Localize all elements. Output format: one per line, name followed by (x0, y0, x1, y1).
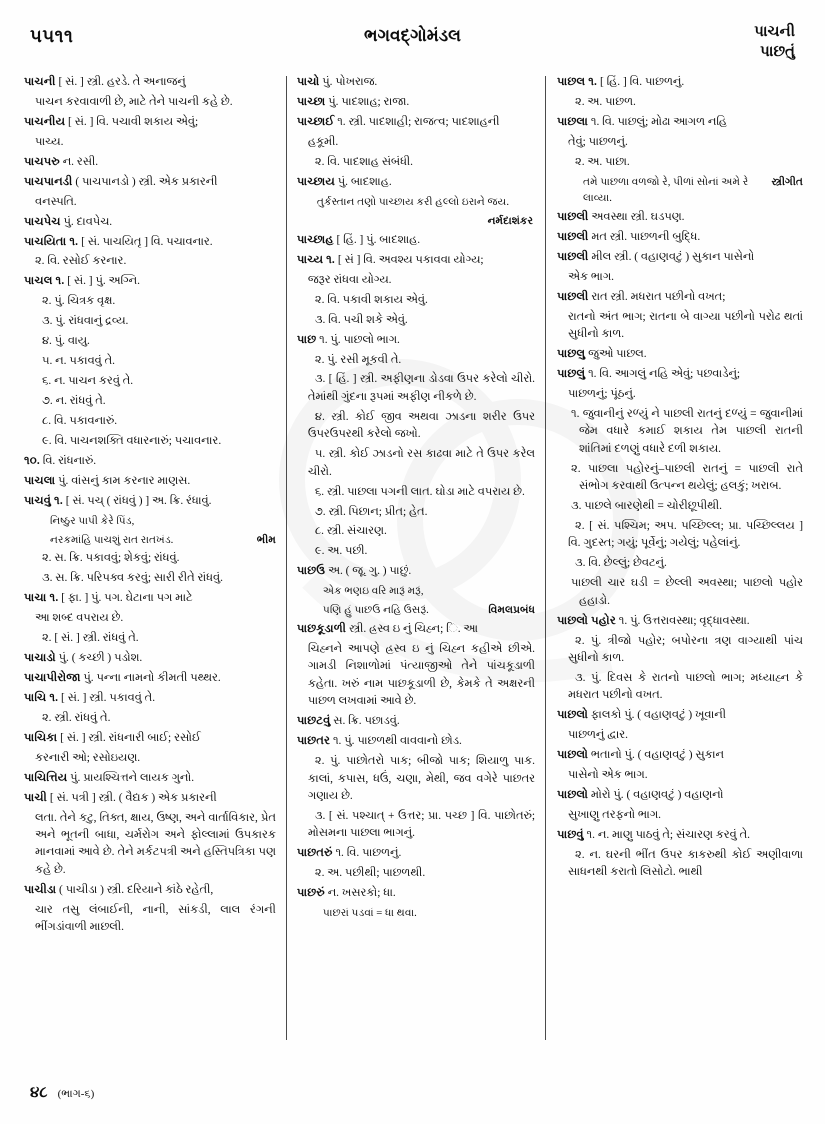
entry-continuation: પાસેનો એક ભાગ. (568, 769, 648, 782)
guide-words (754, 23, 795, 62)
entry-sense: ૨. પું. રસી મૂકવી તે. (314, 353, 402, 366)
entry-quotation: પાછરાં પડવાં = ધા થવા. (322, 907, 417, 920)
dictionary-entry: પાછલ ૧. [ હિં. ] વિ. પાછળનું. (557, 76, 685, 88)
headword: પાછલા (557, 115, 589, 128)
headword: પાછલ ૧. (557, 76, 598, 88)
entry-sense: ૨. અ. પાછા. (575, 155, 630, 168)
headword: પાછકૂડાળી (296, 623, 347, 635)
entry-subsense: ૩. પાછલે બારણેથી = ચોરીછૂપીથી. (571, 500, 723, 512)
quotation-citation: નર્મદાશંકર (487, 214, 534, 227)
entry-quotation: તુર્કસ્તાન તણો પાચ્છાય કરી હલ્લો ઇરાને જય. (316, 195, 510, 208)
guide-word-last: પાછતું (760, 43, 795, 60)
headword: પાચનીય (24, 115, 66, 128)
dictionary-entry: પાચવું ૧. [ સં. પચ્ ( રાંધવું ) ] અ. ક્રિ. રંધાવું. (24, 494, 212, 507)
headword: પાછલી (557, 250, 589, 263)
headword: પાચપાનડી (24, 175, 73, 188)
entry-sense: ૩. વિ. છેલ્લું; છેવટનું. (575, 557, 667, 570)
entry-sense: ૩. વિ. પચી શકે એવું. (314, 313, 408, 326)
folio-number: ૫૫૧૧ (30, 26, 74, 46)
entry-sense: ૪. સ્ત્રી. કોઈ જીવ અથવા ઝાડના શરીર ઉપર ઉપરઉપરથી કરેલો જખો. (307, 410, 536, 441)
entry-sense: ૨. પું. પાછોતરો પાક; બીજો પાક; શિયાળુ પાક. કાલાં, કપાસ, ધઉં, ચણા, મેથી, જવ વગેરે પાછતર ગણાય છે. (307, 755, 536, 802)
headword: પાચિત્તિય (24, 771, 68, 784)
entry-continuation: કરનારી ઓ; રસોઇયણ. (35, 751, 141, 764)
text-column-3 (546, 74, 803, 1046)
dictionary-entry: પાચ્છાઈ ૧. સ્ત્રી. પાદશાહી; રાજત્વ; પાદશાહની (296, 115, 500, 128)
quotation-citation: સ્ત્રીગીત (771, 175, 803, 188)
quotation-text: તમે પાછળા વળજો રે, પીળાં સોનાં અમે રે લાવ્યા. (583, 175, 749, 205)
dictionary-entry: પાછલો પહોર ૧. પું. ઉત્તરાવસ્થા; વૃદ્ધાવસ્થા. (557, 614, 750, 627)
entry-quotation: નિષ્ઠુર પાપી કેરે પિંડ, (50, 514, 135, 527)
headword: પાછવું (557, 828, 584, 841)
dictionary-entry: પાચિત્તિય પું. પ્રાયશ્ચિત્તને લાયક ગુનો. (24, 771, 195, 784)
entry-continuation: જરૂર રાંધવા યોગ્ય. (307, 273, 392, 286)
dictionary-entry: પાછલો મોરો પું. ( વહાણવટું ) વહાણનો (557, 789, 724, 802)
entry-continuation: હકૂમી. (307, 135, 339, 148)
headword: પાછલો (557, 709, 589, 722)
dictionary-entry: પાછલો ભતાનો પું. ( વહાણવટું ) સુકાન (557, 749, 724, 762)
dictionary-entry: પાચ્છાય પું. બાદશાહ. (296, 175, 392, 188)
dictionary-entry: પાછરું ન. ખસરકો; ધા. (296, 887, 396, 900)
dictionary-entry: પાચા ૧. [ ફા. ] પું. પગ. ઘેટાના પગ માટે (24, 592, 193, 605)
entry-sense: ૨. અ. પછીથી; પાછળથી. (314, 867, 426, 880)
headword: પાચયિતા ૧. (24, 235, 79, 248)
entry-sense: ૩. સ. ક્રિ. પરિપક્વ કરવું; સારી રીતે રાંધવું. (42, 572, 223, 585)
entry-continuation: પાછળનું; પૂંઠનું. (568, 387, 636, 400)
dictionary-entry: પાચાપીરોજા પું. પન્ના નામનો કીમતી પથ્થર. (24, 672, 221, 684)
dictionary-entry: પાછ ૧. પું. પાછલો ભાગ. (296, 333, 400, 346)
dictionary-entry: પાચિકા [ સં. ] સ્ત્રી. રાંધનારી બાઈ; રસોઈ (24, 731, 201, 744)
entry-sense: ૩. [ સં. પશ્ચાત્ + ઉત્તર; પ્રા. પચ્છ ] વિ. પાછોતરું; મોસમના પાછલા ભાગનું. (307, 809, 536, 840)
entry-sense: ૨. પું. ચિત્રક વૃક્ષ. (42, 295, 116, 308)
entry-continuation: તેવું; પાછળનું. (568, 135, 628, 148)
dictionary-entry: પાછલા ૧. વિ. પાછલું; મોઢા આગળ નહિ (557, 115, 728, 128)
entry-continuation: પાચન કરવાવાળી છે, માટે તેને પાચની કહે છે. (35, 95, 233, 108)
headword: પાચ્છા (296, 95, 326, 108)
headword: પાચો (296, 76, 320, 88)
footer-page-number: ૪૮ (30, 1085, 48, 1101)
headword: પાછલુ (557, 348, 586, 360)
dictionary-entry: પાછલો ફાલકો પું. ( વહાણવટું ) ખૂવાની (557, 709, 727, 722)
headword: પાચ્છાહ (296, 233, 334, 246)
dictionary-entry: પાચપાનડી ( પાચપાનડો ) સ્ત્રી. એક પ્રકારની (24, 175, 218, 188)
dictionary-entry: પાછતર ૧. પું. પાછળથી વાવવાનો છોડ. (296, 735, 462, 748)
headword: ૧૦. (24, 454, 40, 467)
entry-quotation: એક ભણઇ વરિ મારૂં મરૂં, (322, 585, 424, 598)
dictionary-entry: પાછકૂડાળી સ્ત્રી. હ્રસ્વ ઇ નું ચિહ્ન; િ. આ (296, 623, 478, 635)
headword: પાચિ ૧. (24, 691, 59, 704)
entry-sense: ૩. પું. દિવસ કે રાતનો પાછલો ભાગ; મધ્યાહ્ન કે મધરાત પછીનો વખત. (568, 671, 803, 702)
headword: પાછલી (557, 230, 589, 243)
dictionary-entry: પાચિ ૧. [ સં. ] સ્ત્રી. પકાવવું તે. (24, 691, 156, 704)
dictionary-entry: પાછતરું ૧. વિ. પાછળનું. (296, 847, 402, 860)
entry-sense: ૨. સ. ક્રિ. પકાવવું; શેકવું; રાંધવું. (42, 552, 180, 565)
text-column-2 (287, 74, 545, 1046)
dictionary-entry: પાચો પું. પોખરાજ. (296, 76, 378, 88)
headword: પાછલી (557, 210, 589, 223)
dictionary-entry: પાચલ ૧. [ સં. ] પું. અગ્નિ. (24, 275, 140, 288)
page-title: ભગવદ્ગોમંડલ (364, 26, 461, 45)
entry-sense: ૨. [ સં. ] સ્ત્રી. રાંધવું તે. (42, 632, 139, 645)
dictionary-entry: પાચી [ સં. પત્રી ] સ્ત્રી. ( વૈદ્યક ) એક પ્રકારની (24, 791, 217, 804)
dictionary-entry: પાછવું ૧. ન. માણુ પાઠવું તે; સંચારણ કરવું તે. (557, 828, 751, 841)
entry-continuation: વનસ્પતિ. (35, 195, 77, 208)
entry-subsense: ૨. પાછલા પહોરનું–પાછલી રાતનું = પાછલી રાતે સંભોગ કરવાથી ઉત્પન્ન થયેલું; હલકું; ખરાબ. (571, 462, 803, 493)
dictionary-entry: પાચની [ સં. ] સ્ત્રી. હરડે. તે અનાજનું (24, 76, 186, 88)
entry-sense: ૩. પું. રાંધવાનું દ્રવ્ય. (42, 315, 129, 328)
headword: પાચવું ૧. (24, 494, 63, 507)
headword: પાછ (296, 333, 317, 346)
dictionary-entry: પાચ્છાહ [ હિં. ] પું. બાદશાહ. (296, 233, 421, 246)
entry-sense: ૯. અ. પછી. (314, 545, 368, 558)
entry-sense: ૨. અ. પાછળ. (575, 95, 636, 108)
dictionary-entry: ૧૦. વિ. રાંધનારું. (24, 454, 97, 467)
entry-continuation: પાછળનું દ્વાર. (568, 729, 629, 742)
dictionary-entry: પાછલી રાત સ્ત્રી. મધરાત પછીનો વખત; (557, 290, 726, 303)
headword: પાછલો (557, 789, 589, 802)
dictionary-entry: પાચ્ય ૧. [ સં ] વિ. અવશ્ય પકાવવા યોગ્ય; (296, 253, 484, 266)
entry-sense: ૨. વિ. પકાવી શકાય એવું. (314, 293, 428, 306)
entry-sense: ૫. સ્ત્રી. કોઈ ઝાડનો રસ કાઢવા માટે તે ઉપર કરેલ ચીરો. (307, 448, 536, 478)
dictionary-entry: પાચયિતા ૧. [ સં. પાચયિતૃ ] વિ. પચાવનાર. (24, 235, 213, 248)
entry-quotation (24, 532, 276, 548)
headword: પાચ્છાય (296, 175, 335, 188)
dictionary-entry: પાછલુ જુઓ પાછલ. (557, 348, 647, 360)
entry-sense: ૪. પું. વાયુ. (42, 335, 90, 348)
headword: પાચપરુ (24, 155, 60, 168)
dictionary-entry: પાછટવું સ. ક્રિ. પછાડવું. (296, 715, 400, 728)
headword: પાચાપીરોજા (24, 672, 81, 684)
headword: પાછઉ (296, 565, 326, 578)
entry-sense: ૮. સ્ત્રી. સંચારણ. (314, 525, 387, 538)
entry-sense: ૨. ન. ઘરની ભીંત ઉપર કાકરુથી કોઈ અણીવાળા સાધનથી કરાતો લિસોટો. ભાથી (568, 848, 803, 879)
entry-continuation: ચિહ્નને આપણે હ્રસ્વ ઇ નું ચિહ્ન કહીએ છીએ. ગામડી નિશાળોમાં પંત્યાજીઓ તેને પાંચકૂડાળી કહેતા. ખરું નામ પાછકૂડાળી છે, કેમકે તે અક્ષરની પાછળ લખવામાં આવે છે. (307, 642, 536, 708)
quotation-citation: વિમલપ્રબંધ (488, 604, 536, 617)
entry-continuation: એક ભાગ. (568, 270, 614, 283)
headword: પાચિકા (24, 731, 58, 744)
entry-sense: ૮. વિ. પકાવનારું. (42, 414, 118, 427)
entry-continuation: લતા. તેને કટુ, તિક્ત, ક્ષાય, ઉષ્ણ, અને વાર્તાવિકાર, પ્રેત અને ભૂતની બાધા, ચર્મરોગ અને ફોલ્લામાં ઉપકારક માનવામાં આવે છે. તેને મર્કટપત્રી અને હસ્તિપત્રિકા પણ કહે છે. (35, 811, 276, 876)
headword: પાછલો પહોર (557, 614, 616, 627)
headword: પાછટવું (296, 715, 331, 728)
running-head (0, 22, 825, 74)
columns-container (24, 74, 803, 1046)
headword: પાછરું (296, 887, 325, 900)
dictionary-entry: પાચપરુ ન. રસી. (24, 155, 99, 168)
dictionary-entry: પાચનીય [ સં. ] વિ. પચાવી શકાય એવું; (24, 115, 199, 128)
dictionary-entry: પાચ્છા પું. પાદશાહ; રાજા. (296, 95, 410, 108)
dictionary-entry: પાચપેચ પું. દાવપેચ. (24, 215, 113, 228)
headword: પાછલી (557, 290, 589, 303)
headword: પાચ્ય ૧. (296, 253, 335, 266)
dictionary-entry: પાછલું ૧. વિ. આગલું નહિ એવું; પછવાડેનું; (557, 367, 741, 380)
headword: પાચની (24, 76, 56, 88)
entry-sense: ૨. સ્ત્રી. રાંધવું તે. (42, 711, 111, 724)
entry-sense: ૭. ન. રાંધવું તે. (42, 395, 106, 407)
dictionary-entry: પાચલા પું. વાંસનું કામ કરનાર માણસ. (24, 474, 191, 487)
entry-continuation: ચાર તસુ લંબાઈની, નાની, સાંકડી, લાલ રંગની ભીંગડાંવાળી માછલી. (35, 903, 276, 934)
entry-sense: ૭. સ્ત્રી. પિછાન; પ્રીત; હેત. (314, 505, 428, 518)
entry-continuation: ૨. વિ. રસોઈ કરનાર. (35, 255, 127, 268)
headword: પાછલો (557, 749, 589, 762)
headword: પાછલું (557, 367, 586, 380)
headword: પાચપેચ (24, 215, 61, 228)
guide-word-first: પાચની (754, 24, 795, 40)
entry-quotation (297, 602, 535, 618)
entry-sense: ૩. [ હિં. ] સ્ત્રી. અફીણના ડોડવા ઉપર કરેલો ચીરો. તેમાંથી ગુંદના રૂપમાં અફીણ નીકળે છે. (307, 373, 536, 403)
headword: પાચલા (24, 474, 56, 487)
headword: પાચાડો (24, 652, 56, 665)
entry-sense: ૬. ન. પાચન કરવું તે. (42, 375, 134, 388)
entry-subsense: પાછલી ચાર ઘડી = છેલ્લી અવસ્થા; પાછલો પહોર હહાડો. (571, 577, 803, 607)
entry-sense: ૫. ન. પકાવવું તે. (42, 355, 116, 368)
entry-quotation (557, 174, 803, 207)
entry-continuation: આ શબ્દ વપરાય છે. (35, 612, 124, 625)
headword: પાચીડા (24, 883, 57, 896)
entry-sense: ૬. સ્ત્રી. પાછલા પગની લાત. ઘોડા માટે વપરાય છે. (314, 485, 525, 498)
entry-sense: ૨. [ સં. પશ્ચિમ; અપ. પચ્છિલ્લ; પ્રા. પચ્છિલ્લય ] વિ. ગુદસ્ત; ગયું; પૂર્વેનું; ગયેલું; પહેલાંનું. (568, 519, 803, 550)
dictionary-entry: પાછલી અવસ્થા સ્ત્રી. ઘડપણ. (557, 210, 685, 223)
footer-volume: (ભાગ-૬) (57, 1088, 95, 1100)
entry-continuation: પાચ્ય. (35, 135, 64, 148)
headword: પાચા ૧. (24, 592, 59, 605)
page-footer (30, 1084, 94, 1102)
dictionary-entry: પાચીડા ( પાચીડા ) સ્ત્રી. દરિયાને કાંઠે રહેતી, (24, 883, 214, 896)
entry-sense: ૨. વિ. પાદશાહ સંબંધી. (314, 155, 414, 168)
dictionary-entry: પાછઉ અ. ( જૂ. ગુ. ) પાછું. (296, 565, 412, 578)
entry-continuation: સુખાણુ તરફનો ભાગ. (568, 809, 661, 821)
headword: પાચલ ૧. (24, 275, 65, 288)
text-column-1 (24, 74, 286, 1046)
quotation-citation: ભીમ (256, 533, 276, 546)
entry-continuation: રાતનો અંત ભાગ; રાતના બે વાગ્યા પછીનો પરોઢ થતાં સુધીનો કાળ. (568, 310, 803, 341)
entry-sense: ૯. વિ. પાચનશક્તિ વધારનારું; પચાવનાર. (42, 434, 222, 447)
dictionary-entry: પાચાડો પું. ( કચ્છી ) પડોશ. (24, 652, 143, 665)
entry-subsense: ૧. જુવાનીનું રળ્યું ને પાછલી રાતનું દળ્યું = જુવાનીમાં જેમ વધારે કમાઈ શકાય તેમ પાછલી રાતની શાંતિમાં દળણું વધારે દળી શકાય. (571, 407, 803, 455)
entry-sense: ૨. પું. ત્રીજો પહોર; બપોરના ત્રણ વાગ્યાથી પાંચ સુધીનો કાળ. (568, 634, 803, 664)
quotation-text: પણિ હું પાછઉ નહિ ઉસરૂં. (322, 604, 429, 617)
headword: પાછતર (296, 735, 331, 748)
headword: પાચી (24, 791, 47, 804)
dictionary-entry: પાછલી મત સ્ત્રી. પાછળની બુદ્ધિ. (557, 230, 701, 243)
headword: પાચ્છાઈ (296, 115, 335, 128)
quotation-text: નરકમાંહિ પાચશું રાત રાતખંડ. (50, 533, 174, 546)
dictionary-entry: પાછલી મીલ સ્ત્રી. ( વહાણવટું ) સુકાન પાસેનો (557, 250, 755, 263)
headword: પાછતરું (296, 847, 333, 860)
